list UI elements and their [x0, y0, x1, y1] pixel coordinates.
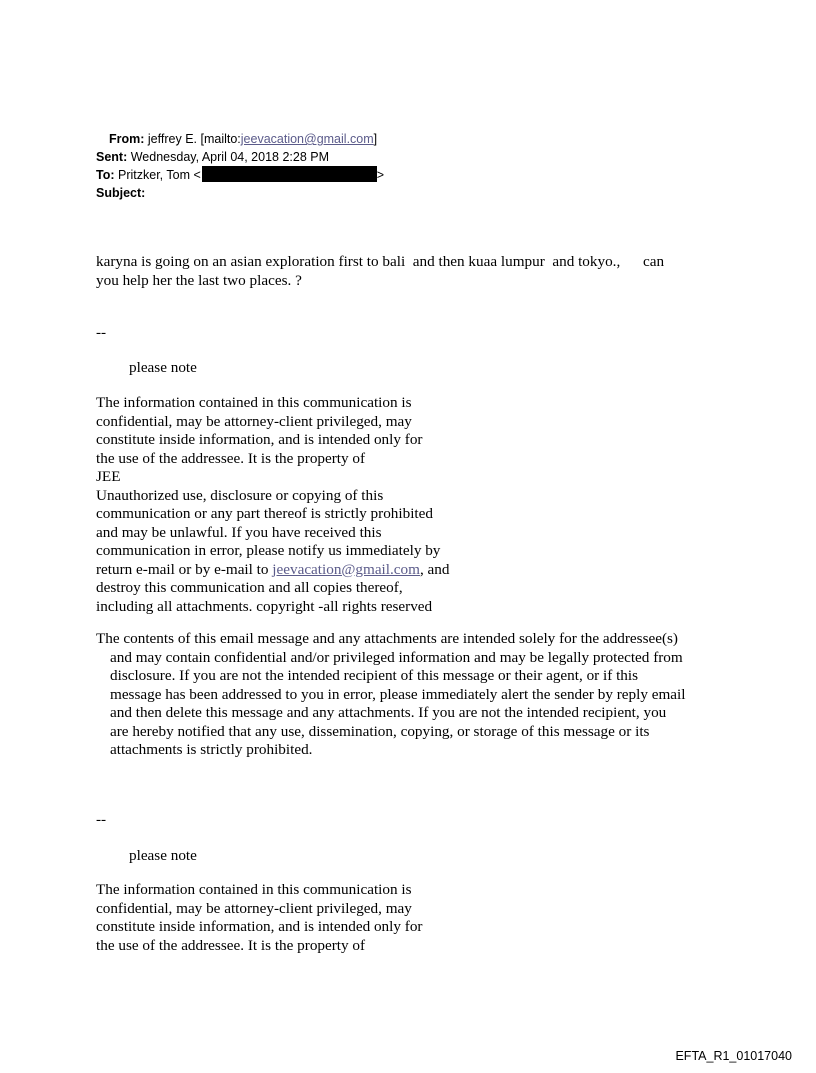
- notice-line: The information contained in this communication is: [96, 881, 412, 898]
- redaction-bar: [202, 166, 377, 182]
- notice-line: the use of the addressee. It is the property of: [96, 936, 366, 954]
- notice-line: confidential, may be attorney-client privileged, may: [96, 412, 412, 430]
- subject-line: [96, 184, 616, 202]
- sent-label: Sent:: [96, 150, 128, 164]
- disclaimer-line: The contents of this email message and any attachments are intended solely for the addressee(s): [96, 630, 678, 647]
- from-label: From:: [109, 132, 145, 146]
- notice-line: communication in error, please notify us immediately by: [96, 542, 441, 559]
- legal-disclaimer: [96, 630, 730, 760]
- return-email-link[interactable]: jeevacation@gmail.com: [272, 560, 420, 578]
- sent-value: Wednesday, April 04, 2018 2:28 PM: [130, 150, 330, 164]
- notice-line: constitute inside information, and is intended only for: [96, 918, 423, 935]
- notice-line: communication or any part thereof is strictly prohibited: [96, 505, 433, 522]
- message-text: [96, 253, 730, 290]
- confidentiality-notice: [96, 394, 466, 616]
- return-suffix: , and: [419, 560, 450, 578]
- disclaimer-line: and may contain confidential and/or privileged information and may be legally protected from: [110, 648, 683, 666]
- to-value: Pritzker, Tom <: [118, 168, 201, 182]
- email-header: [96, 130, 616, 202]
- from-line: [96, 130, 616, 148]
- notice-line: JEE: [96, 468, 121, 485]
- sent-line: [96, 148, 616, 166]
- notice-line: destroy this communication and all copies thereof,: [96, 579, 403, 596]
- disclaimer-line: disclosure. If you are not the intended recipient of this message or their agent, or if this: [110, 667, 639, 684]
- to-label: To:: [96, 168, 115, 182]
- subject-label: Subject:: [96, 186, 146, 200]
- to-close: >: [376, 168, 385, 182]
- disclaimer-line: message has been addressed to you in error, please immediately alert the sender by reply email: [110, 685, 686, 703]
- document-id: EFTA_R1_01017040: [675, 1049, 792, 1063]
- confidentiality-notice: [96, 881, 466, 955]
- disclaimer-line: are hereby notified that any use, dissemination, copying, or storage of this message or its: [110, 722, 650, 740]
- from-email-link[interactable]: jeevacation@gmail.com: [240, 132, 374, 146]
- notice-line: Unauthorized use, disclosure or copying of this: [96, 486, 384, 504]
- from-name: jeffrey E. [mailto:: [147, 132, 241, 146]
- notice-line: the use of the addressee. It is the property of: [96, 449, 366, 467]
- notice-line: [96, 561, 466, 580]
- please-note: please note: [129, 359, 197, 376]
- signature-separator: --: [96, 811, 107, 828]
- return-prefix: return e-mail or by e-mail to: [96, 560, 273, 578]
- disclaimer-line: attachments is strictly prohibited.: [110, 741, 313, 758]
- please-note: please note: [129, 847, 197, 864]
- disclaimer-line: and then delete this message and any attachments. If you are not the intended recipient, you: [110, 704, 667, 721]
- notice-line: constitute inside information, and is intended only for: [96, 431, 423, 448]
- signature-separator: --: [96, 324, 107, 341]
- to-line: [96, 166, 616, 184]
- notice-line: including all attachments. copyright -all rights reserved: [96, 597, 433, 615]
- notice-line: confidential, may be attorney-client privileged, may: [96, 899, 412, 917]
- from-close: ]: [373, 132, 378, 146]
- notice-line: and may be unlawful. If you have received this: [96, 523, 382, 541]
- message-line: karyna is going on an asian exploration first to bali and then kuaa lumpur and tokyo., can: [96, 253, 665, 270]
- message-line: you help her the last two places. ?: [96, 271, 302, 289]
- notice-line: The information contained in this communication is: [96, 394, 412, 411]
